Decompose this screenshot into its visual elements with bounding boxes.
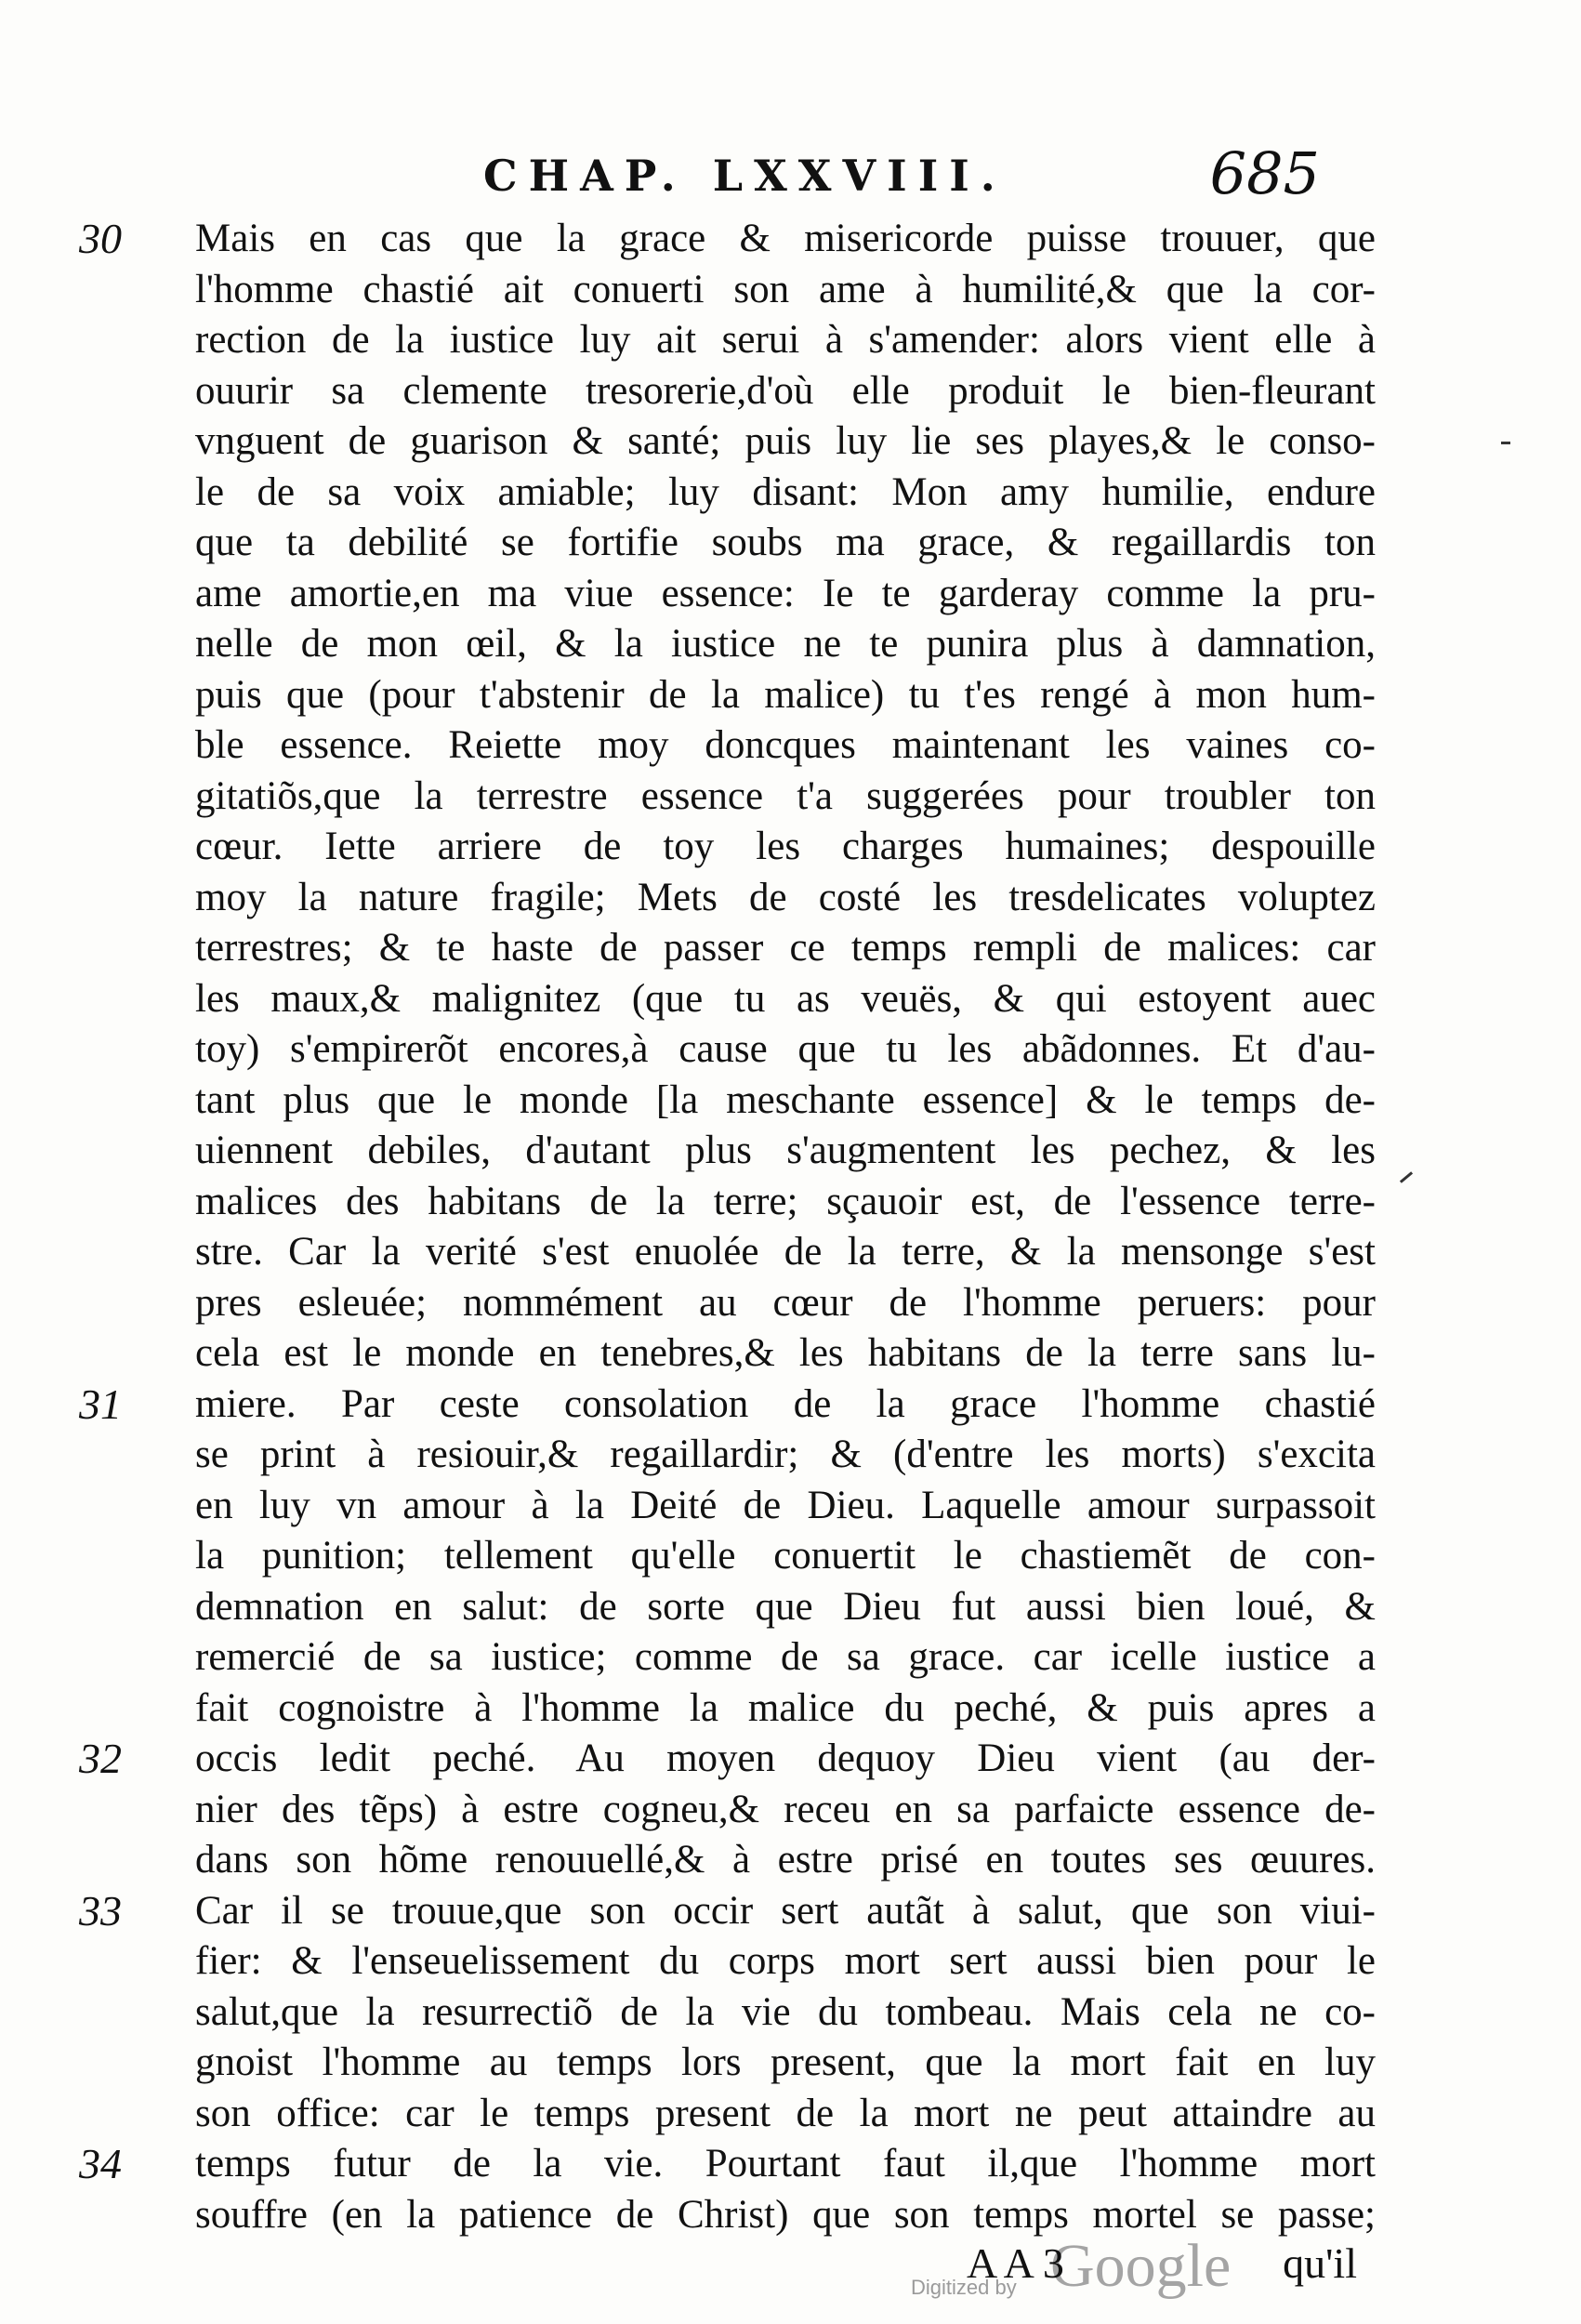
stray-mark bbox=[1400, 1171, 1413, 1183]
text-line bbox=[195, 1227, 1376, 1278]
text-line bbox=[195, 1987, 1376, 2039]
text-line bbox=[195, 569, 1376, 620]
page-footer bbox=[520, 2231, 1357, 2315]
line-text: Mais en cas que la grace & misericorde puisse trouuer, que bbox=[195, 217, 1376, 260]
line-text: demnation en salut: de sorte que Dieu fut aussi bien loué, & bbox=[195, 1584, 1376, 1629]
text-line bbox=[195, 1076, 1376, 1127]
line-text: que ta debilité se fortifie soubs ma grace, & regaillardis ton bbox=[195, 521, 1376, 564]
line-text: ouurir sa clemente tresorerie,d'où elle produit le bien-fleurant bbox=[195, 368, 1376, 413]
text-line bbox=[195, 1835, 1376, 1886]
line-text: salut,que la resurrectiõ de la vie du tombeau. Mais cela ne co- bbox=[195, 1989, 1376, 2034]
line-text: la punition; tellement qu'elle conuertit le chastiemẽt de con- bbox=[195, 1534, 1376, 1578]
text-line bbox=[79, 1734, 1376, 1785]
line-text: les maux,& malignitez (que tu as veuës, & qui estoyent auec bbox=[195, 976, 1376, 1021]
text-line bbox=[195, 873, 1376, 924]
verse-number: 32 bbox=[79, 1735, 122, 1782]
stray-mark bbox=[1501, 442, 1510, 444]
text-line bbox=[195, 1024, 1376, 1076]
text-line bbox=[195, 923, 1376, 974]
line-text: vnguent de guarison & santé; puis luy lie ses playes,& le conso- bbox=[195, 419, 1376, 463]
line-text: moy la nature fragile; Mets de costé les tresdelicates voluptez bbox=[195, 875, 1376, 919]
text-line bbox=[195, 518, 1376, 569]
text-line bbox=[195, 1430, 1376, 1481]
line-text: l'homme chastié ait conuerti son ame à humilité,& que la cor- bbox=[195, 267, 1376, 311]
text-line bbox=[195, 670, 1376, 721]
text-line bbox=[79, 214, 1376, 265]
text-line bbox=[195, 1328, 1376, 1380]
line-text: fait cognoistre à l'homme la malice du peché, & puis apres a bbox=[195, 1685, 1376, 1730]
line-text: gitatiõs,que la terrestre essence t'a suggerées pour troubler ton bbox=[195, 773, 1376, 818]
line-text: se print à resiouir,& regaillardir; & (d'entre les morts) s'excita bbox=[195, 1433, 1376, 1476]
text-line bbox=[195, 1278, 1376, 1329]
watermark-small-text: Digitized by bbox=[911, 2276, 1017, 2299]
page-number: 685 bbox=[1209, 139, 1320, 207]
line-text: Car il se trouue,que son occir sert autãt à salut, que son viui- bbox=[195, 1888, 1376, 1933]
line-text: souffre (en la patience de Christ) que son temps mortel se passe; bbox=[195, 2192, 1376, 2237]
text-line bbox=[79, 1380, 1376, 1431]
text-line bbox=[195, 2089, 1376, 2140]
text-line bbox=[195, 1531, 1376, 1582]
line-text: pres esleuée; nommément au cœur de l'homme peruers: pour bbox=[195, 1280, 1376, 1325]
line-text: malices des habitans de la terre; sçauoir est, de l'essence terre- bbox=[195, 1179, 1376, 1223]
text-line bbox=[195, 1684, 1376, 1735]
text-line bbox=[195, 1481, 1376, 1532]
line-text: nier des tẽps) à estre cogneu,& receu en sa parfaicte essence de- bbox=[195, 1787, 1376, 1831]
text-line bbox=[195, 366, 1376, 417]
line-text: rection de la iustice luy ait serui à s'amender: alors vient elle à bbox=[195, 318, 1376, 362]
text-line bbox=[195, 1126, 1376, 1177]
line-text: stre. Car la verité s'est enuolée de la terre, & la mensonge s'est bbox=[195, 1230, 1376, 1274]
text-line bbox=[195, 1785, 1376, 1836]
line-text: uiennent debiles, d'autant plus s'augmentent les pechez, & les bbox=[195, 1129, 1376, 1172]
line-text: terrestres; & te haste de passer ce temps rempli de malices: car bbox=[195, 926, 1376, 970]
page-header bbox=[483, 139, 1320, 205]
line-text: cœur. Iette arriere de toy les charges humaines; despouille bbox=[195, 825, 1376, 868]
line-text: fier: & l'enseuelissement du corps mort sert aussi bien pour le bbox=[195, 1939, 1376, 1983]
line-text: miere. Par ceste consolation de la grace l'homme chastié bbox=[195, 1381, 1376, 1426]
line-text: son office: car le temps present de la mort ne peut attaindre au bbox=[195, 2091, 1376, 2135]
text-line bbox=[79, 2139, 1376, 2190]
line-text: en luy vn amour à la Deité de Dieu. Laquelle amour surpassoit bbox=[195, 1483, 1376, 1527]
text-line bbox=[195, 265, 1376, 316]
text-line bbox=[79, 1886, 1376, 1937]
line-text: ble essence. Reiette moy doncques maintenant les vaines co- bbox=[195, 723, 1376, 767]
text-line bbox=[195, 468, 1376, 519]
line-text: le de sa voix amiable; luy disant: Mon amy humilie, endure bbox=[195, 469, 1376, 514]
line-text: ame amortie,en ma viue essence: Ie te garderay comme la pru- bbox=[195, 571, 1376, 615]
line-text: toy) s'empirerõt encores,à cause que tu les abãdonnes. Et d'au- bbox=[195, 1027, 1376, 1071]
text-line bbox=[195, 1177, 1376, 1228]
text-line bbox=[195, 822, 1376, 873]
verse-number: 30 bbox=[79, 215, 122, 262]
watermark-logo-text: Google bbox=[1050, 2232, 1232, 2300]
text-line bbox=[195, 416, 1376, 468]
catchword: qu'il bbox=[1283, 2239, 1357, 2287]
line-text: nelle de mon œil, & la iustice ne te punira plus à damnation, bbox=[195, 622, 1376, 666]
text-line bbox=[195, 974, 1376, 1025]
text-line bbox=[195, 1936, 1376, 1987]
verse-number: 33 bbox=[79, 1886, 122, 1934]
text-line bbox=[195, 315, 1376, 366]
line-text: tant plus que le monde [la meschante essence] & le temps de- bbox=[195, 1077, 1376, 1122]
text-line bbox=[195, 1632, 1376, 1684]
signature-mark: A A 3 bbox=[967, 2239, 1064, 2287]
line-text: gnoist l'homme au temps lors present, que la mort fait en luy bbox=[195, 2040, 1376, 2084]
running-head: CHAP. LXXVIII. bbox=[483, 151, 1007, 201]
text-line bbox=[195, 619, 1376, 670]
text-line bbox=[195, 720, 1376, 772]
body-text bbox=[79, 214, 1376, 2240]
line-text: remercié de sa iustice; comme de sa grace. car icelle iustice a bbox=[195, 1635, 1376, 1679]
line-text: dans son hõme renouuellé,& à estre prisé en toutes ses œuures. bbox=[195, 1838, 1376, 1882]
verse-number: 34 bbox=[79, 2140, 122, 2187]
text-line bbox=[195, 772, 1376, 823]
verse-number: 31 bbox=[79, 1380, 122, 1428]
text-line bbox=[195, 1582, 1376, 1633]
line-text: puis que (pour t'abstenir de la malice) tu t'es rengé à mon hum- bbox=[195, 672, 1376, 717]
line-text: cela est le monde en tenebres,& les habitans de la terre sans lu- bbox=[195, 1331, 1376, 1375]
line-text: temps futur de la vie. Pourtant faut il,que l'homme mort bbox=[195, 2142, 1376, 2185]
line-text: occis ledit peché. Au moyen dequoy Dieu vient (au der- bbox=[195, 1736, 1376, 1780]
text-line bbox=[195, 2038, 1376, 2089]
